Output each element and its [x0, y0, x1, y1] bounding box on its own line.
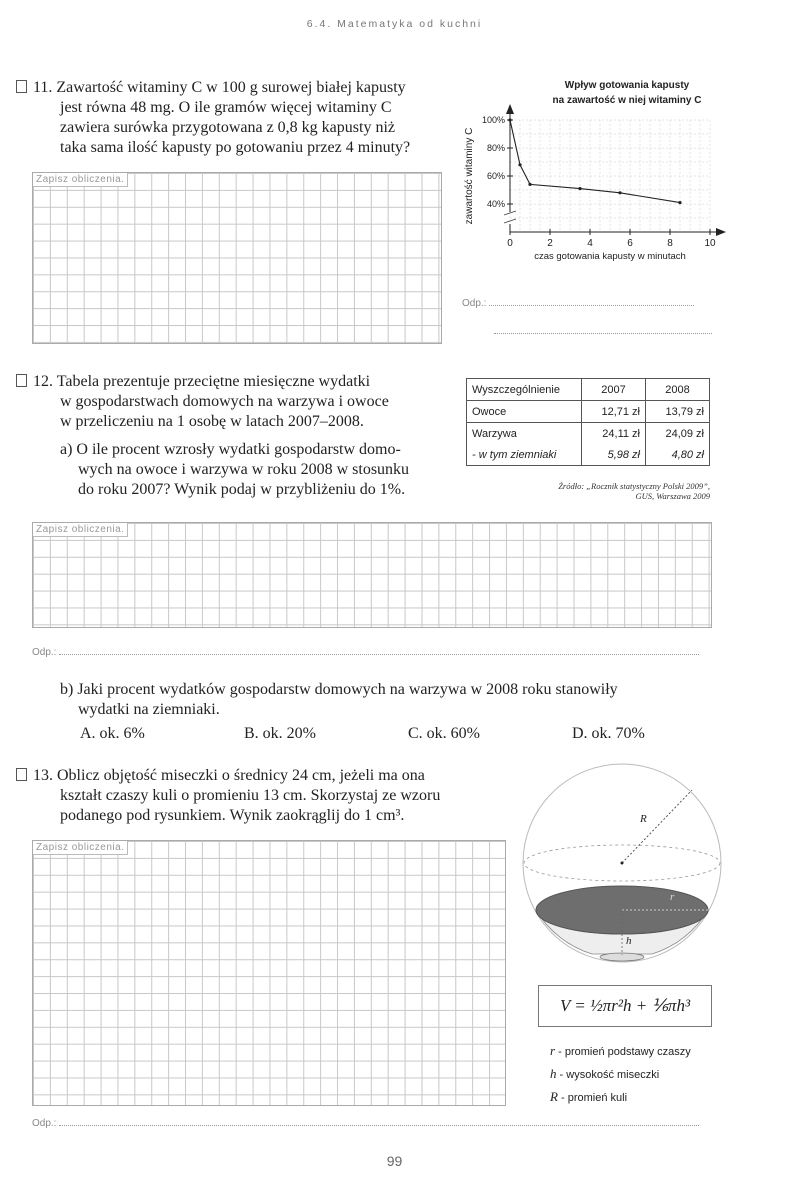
y-tick-label: 100%	[481, 115, 505, 125]
calc-grid-12[interactable]	[32, 522, 712, 628]
task-checkbox[interactable]	[16, 80, 27, 93]
page-header: 6.4. Matematyka od kuchni	[306, 18, 483, 30]
formula-legend	[550, 1040, 691, 1109]
option-d[interactable]: D. ok. 70%	[572, 725, 645, 742]
data-point	[518, 163, 521, 166]
table-row	[467, 423, 710, 445]
vitamin-c-chart	[450, 72, 740, 272]
label-h: h	[626, 935, 632, 947]
series-points	[508, 118, 681, 204]
table-cell: 5,98 zł	[582, 444, 646, 466]
chart-title-line-2: na zawartość w niej witaminy C	[552, 95, 702, 106]
table-header-row	[467, 379, 710, 401]
sphere-bowl-figure	[520, 758, 724, 972]
grid-label: Zapisz obliczenia.	[33, 841, 128, 855]
legend-item: R - promień kuli	[550, 1089, 628, 1104]
x-tick-label: 2	[547, 238, 553, 249]
y-axis-label: zawartość witaminy C	[464, 127, 475, 225]
x-tick-label: 6	[627, 238, 633, 249]
table-cell: 12,71 zł	[582, 401, 646, 423]
table-cell: 24,11 zł	[582, 423, 646, 445]
table-header-cell: Wyszczególnienie	[467, 379, 582, 401]
option-c[interactable]: C. ok. 60%	[408, 725, 480, 742]
task-11-text: 11. Zawartość witaminy C w 100 g surowej białej kapusty jest równa 48 mg. O ile gramów więcej witaminy C zawiera surówka przygotowana z 0,8 kg kapusty niż taka sama ilość kapusty po gotowaniu przez 4 minuty?	[16, 78, 456, 158]
table-header-cell: 2008	[646, 379, 710, 401]
table-cell: 24,09 zł	[646, 423, 710, 445]
page-number: 99	[386, 1153, 403, 1169]
task-checkbox[interactable]	[16, 374, 27, 387]
table-cell: 13,79 zł	[646, 401, 710, 423]
x-tick-label: 0	[507, 238, 513, 249]
calc-grid-13[interactable]	[32, 840, 506, 1106]
radius-R-line	[622, 790, 692, 863]
volume-formula-box	[538, 985, 712, 1027]
chart-gridlines	[510, 120, 710, 232]
y-ticks	[482, 115, 513, 209]
table-row	[467, 401, 710, 423]
table-cell: - w tym ziemniaki	[467, 444, 582, 466]
chart-title-line-1: Wpływ gotowania kapusty	[564, 80, 690, 91]
table-source: Źródło: „Rocznik statystyczny Polski 2009”, GUS, Warszawa 2009	[558, 481, 710, 501]
legend-item: h - wysokość miseczki	[550, 1066, 660, 1081]
table-cell: Warzywa	[467, 423, 582, 445]
data-point	[618, 191, 621, 194]
answer-line-11[interactable]: Odp.:	[462, 297, 712, 309]
legend-item: r - promień podstawy czaszy	[550, 1043, 691, 1058]
y-axis-arrow	[506, 104, 514, 114]
data-point	[578, 187, 581, 190]
volume-formula: V = ½πr²h + ⅙πh³	[559, 996, 691, 1015]
grid-label: Zapisz obliczenia.	[33, 173, 128, 187]
x-tick-label: 4	[587, 238, 593, 249]
task-12b-text: b) Jaki procent wydatków gospodarstw domowych na warzywa w 2008 roku stanowiły wydatki na ziemniaki.	[60, 681, 618, 718]
y-tick-label: 40%	[486, 199, 505, 209]
table-cell: 4,80 zł	[646, 444, 710, 466]
answer-line-12a[interactable]: Odp.:	[32, 646, 712, 658]
option-a[interactable]: A. ok. 6%	[80, 725, 145, 742]
table-header-cell: 2007	[582, 379, 646, 401]
y-tick-label: 60%	[486, 171, 505, 181]
label-R: R	[640, 813, 647, 825]
answer-line-13[interactable]: Odp.:	[32, 1117, 712, 1129]
x-axis-arrow	[716, 228, 726, 236]
data-point	[678, 201, 681, 204]
y-tick-label: 80%	[486, 143, 505, 153]
answer-line-11b[interactable]	[494, 333, 712, 334]
sphere-center	[621, 862, 624, 865]
label-r: r	[670, 891, 675, 903]
task-12a: a) O ile procent wzrosły wydatki gospodarstw domo-	[60, 441, 401, 458]
x-tick-label: 8	[667, 238, 673, 249]
grid-label: Zapisz obliczenia.	[33, 523, 128, 537]
table-cell: Owoce	[467, 401, 582, 423]
task-13-text: 13. Oblicz objętość miseczki o średnicy 24 cm, jeżeli ma ona kształt czaszy kuli o promieniu 13 cm. Skorzystaj ze wzoru podanego pod rysunkiem. Wynik zaokrąglij do 1 cm³.	[16, 766, 516, 826]
task-number: 11.	[33, 79, 53, 96]
task-12-text: 12. Tabela prezentuje przeciętne miesięczne wydatki w gospodarstwach domowych na warzywa i owoce w przeliczeniu na 1 osobę w latach 2007–2008. a) O ile procent wzrosły wydatki gospodarstw domo- wych na owoce i warzywa w roku 2008 w stosunku do roku 2007? Wynik podaj w przybliżeniu do 1%.	[16, 372, 456, 500]
table-row	[467, 444, 710, 466]
calc-grid-11[interactable]	[32, 172, 442, 344]
x-axis-label: czas gotowania kapusty w minutach	[534, 251, 686, 262]
task-checkbox[interactable]	[16, 768, 27, 781]
data-point	[528, 183, 531, 186]
data-point	[508, 118, 511, 121]
expenses-table	[466, 378, 710, 466]
x-tick-label: 10	[704, 238, 716, 249]
task-number: 13.	[33, 767, 53, 784]
option-b[interactable]: B. ok. 20%	[244, 725, 316, 742]
task-number: 12.	[33, 373, 53, 390]
